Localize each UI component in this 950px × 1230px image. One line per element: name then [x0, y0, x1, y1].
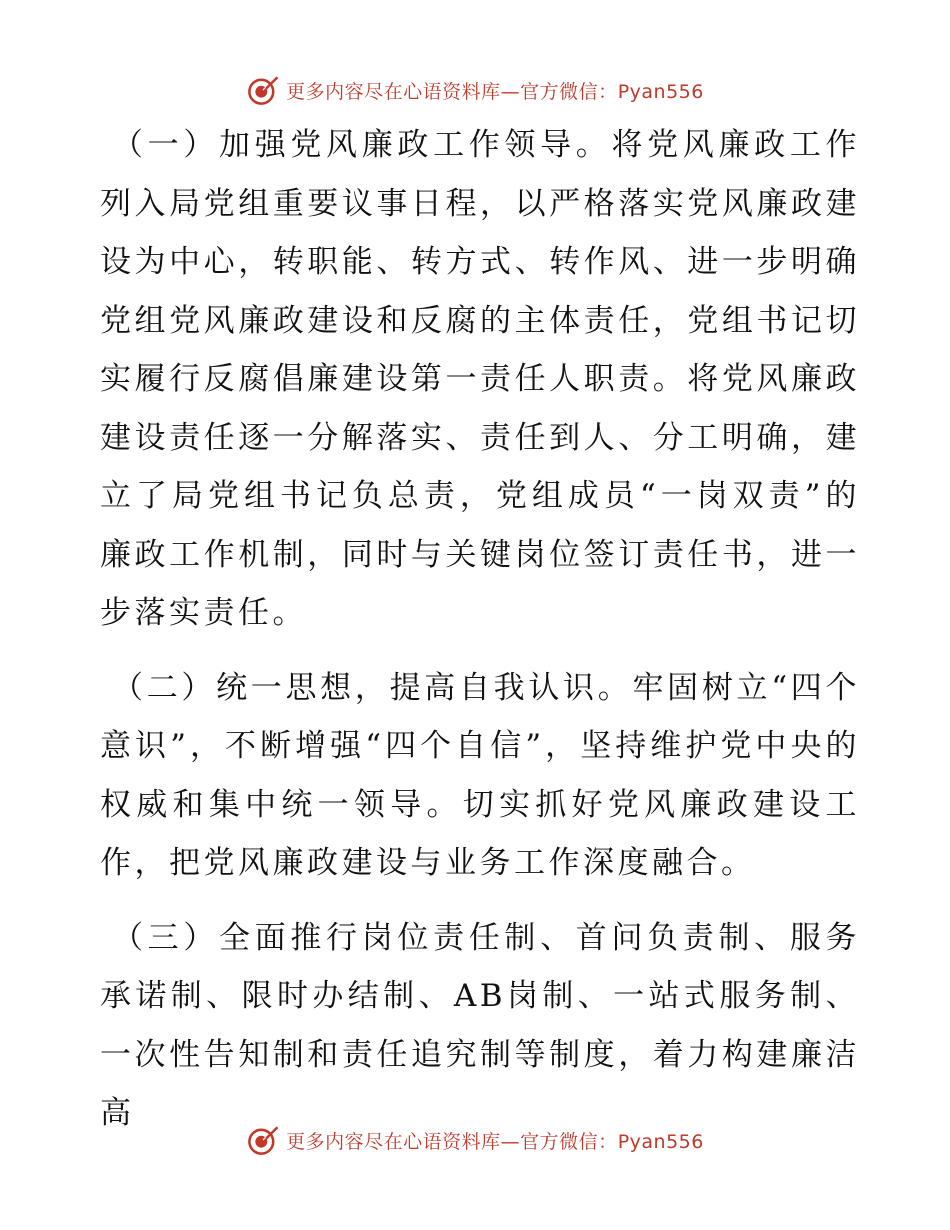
watermark-main: 更多内容尽在心语资料库 [286, 1130, 501, 1153]
watermark-id: Pyan556 [617, 1130, 704, 1153]
watermark-label: 官方微信： [520, 80, 618, 103]
watermark-main: 更多内容尽在心语资料库 [286, 80, 501, 103]
paragraph-1: （一）加强党风廉政工作领导。将党风廉政工作列入局党组重要议事日程，以严格落实党风廉政建设为中心，转职能、转方式、转作风、进一步明确党组党风廉政建设和反腐的主体责任，党组书记切实履行反腐倡廉建设第一责任人职责。将党风廉政建设责任逐一分解落实、责任到人、分工明确，建立了局党组书记负总责，党组成员“一岗双责”的廉政工作机制，同时与关键岗位签订责任书，进一步落实责任。 [100, 127, 860, 631]
watermark-header [0, 70, 950, 110]
document-body [100, 116, 860, 1159]
watermark-separator: — [500, 1130, 521, 1153]
watermark-separator: — [500, 80, 521, 103]
watermark-text [286, 1127, 704, 1154]
paragraph-2: （二）统一思想，提高自我认识。牢固树立“四个意识”，不断增强“四个自信”，坚持维护党中央的权威和集中统一领导。切实抓好党风廉政建设工作，把党风廉政建设与业务工作深度融合。 [100, 669, 860, 881]
pen-logo-icon [246, 73, 280, 107]
watermark-id: Pyan556 [617, 80, 704, 103]
watermark-text [286, 77, 704, 104]
paragraph-3: （三）全面推行岗位责任制、首问负责制、服务承诺制、限时办结制、AB岗制、一站式服务制、一次性告知制和责任追究制等制度，着力构建廉洁高 [100, 919, 860, 1131]
pen-logo-icon [246, 1123, 280, 1157]
watermark-footer [0, 1120, 950, 1160]
watermark-label: 官方微信： [520, 1130, 618, 1153]
